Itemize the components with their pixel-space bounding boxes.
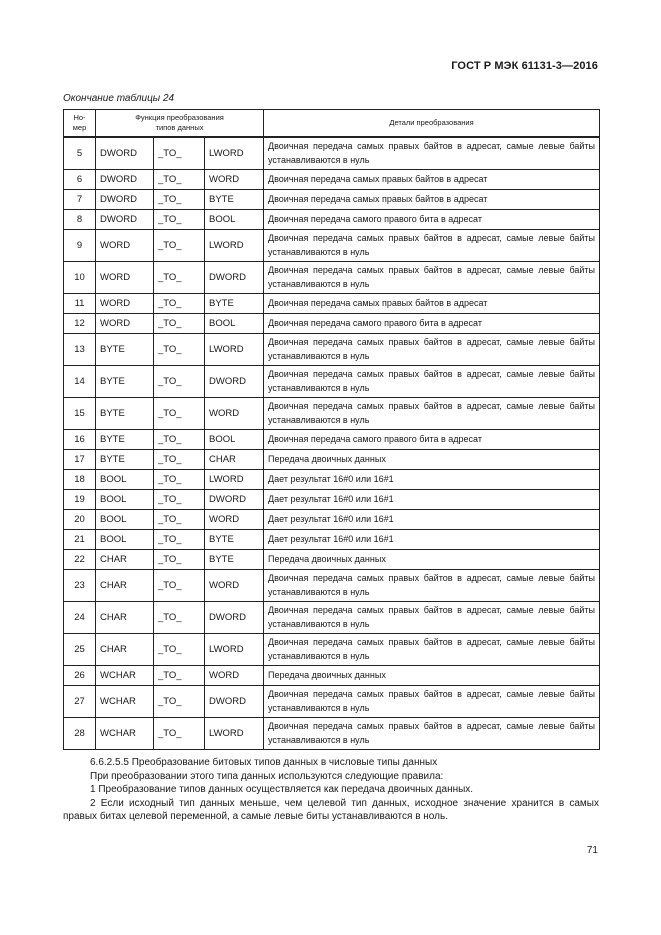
row-number: 10 bbox=[64, 261, 96, 293]
to-operator: _TO_ bbox=[154, 509, 205, 529]
table-row bbox=[64, 509, 600, 529]
table-row bbox=[64, 333, 600, 365]
target-type: DWORD bbox=[205, 601, 264, 633]
row-number: 7 bbox=[64, 189, 96, 209]
table-row bbox=[64, 469, 600, 489]
table-row bbox=[64, 601, 600, 633]
to-operator: _TO_ bbox=[154, 469, 205, 489]
conversion-details: Двоичная передача самого правого бита в адресат bbox=[264, 313, 600, 333]
conversion-details: Двоичная передача самых правых байтов в адресат, самые левые байты устанавливаются в нуль bbox=[264, 601, 600, 633]
source-type: BYTE bbox=[96, 429, 154, 449]
conversion-details: Двоичная передача самых правых байтов в адресат, самые левые байты устанавливаются в нуль bbox=[264, 137, 600, 169]
target-type: BYTE bbox=[205, 189, 264, 209]
section-heading: 6.6.2.5.5 Преобразование битовых типов данных в числовые типы данных bbox=[90, 757, 438, 768]
conversion-details: Двоичная передача самого правого бита в адресат bbox=[264, 429, 600, 449]
document-code: ГОСТ Р МЭК 61131-3—2016 bbox=[451, 60, 598, 72]
row-number: 14 bbox=[64, 365, 96, 397]
to-operator: _TO_ bbox=[154, 633, 205, 665]
to-operator: _TO_ bbox=[154, 549, 205, 569]
target-type: WORD bbox=[205, 169, 264, 189]
row-number: 8 bbox=[64, 209, 96, 229]
conversion-details: Двоичная передача самых правых байтов в адресат bbox=[264, 293, 600, 313]
target-type: WORD bbox=[205, 569, 264, 601]
row-number: 9 bbox=[64, 229, 96, 261]
table-row bbox=[64, 489, 600, 509]
table-row bbox=[64, 529, 600, 549]
to-operator: _TO_ bbox=[154, 685, 205, 717]
to-operator: _TO_ bbox=[154, 333, 205, 365]
row-number: 20 bbox=[64, 509, 96, 529]
table-row bbox=[64, 313, 600, 333]
table-row bbox=[64, 633, 600, 665]
conversion-details: Двоичная передача самых правых байтов в адресат bbox=[264, 189, 600, 209]
target-type: LWORD bbox=[205, 469, 264, 489]
conversion-details: Двоичная передача самого правого бита в адресат bbox=[264, 209, 600, 229]
source-type: BYTE bbox=[96, 365, 154, 397]
table-row bbox=[64, 717, 600, 749]
table-row bbox=[64, 397, 600, 429]
to-operator: _TO_ bbox=[154, 229, 205, 261]
table-header-row bbox=[64, 110, 600, 138]
row-number: 15 bbox=[64, 397, 96, 429]
to-operator: _TO_ bbox=[154, 209, 205, 229]
row-number: 19 bbox=[64, 489, 96, 509]
source-type: CHAR bbox=[96, 549, 154, 569]
to-operator: _TO_ bbox=[154, 137, 205, 169]
target-type: BOOL bbox=[205, 209, 264, 229]
target-type: CHAR bbox=[205, 449, 264, 469]
table-row bbox=[64, 169, 600, 189]
table-row bbox=[64, 569, 600, 601]
source-type: WCHAR bbox=[96, 685, 154, 717]
source-type: CHAR bbox=[96, 569, 154, 601]
source-type: WORD bbox=[96, 293, 154, 313]
row-number: 16 bbox=[64, 429, 96, 449]
to-operator: _TO_ bbox=[154, 293, 205, 313]
row-number: 21 bbox=[64, 529, 96, 549]
table-row bbox=[64, 429, 600, 449]
conversion-details: Двоичная передача самых правых байтов в адресат, самые левые байты устанавливаются в нуль bbox=[264, 261, 600, 293]
conversion-details: Передача двоичных данных bbox=[264, 449, 600, 469]
conversion-details: Двоичная передача самых правых байтов в адресат, самые левые байты устанавливаются в нуль bbox=[264, 365, 600, 397]
conversion-details: Передача двоичных данных bbox=[264, 549, 600, 569]
target-type: DWORD bbox=[205, 365, 264, 397]
row-number: 28 bbox=[64, 717, 96, 749]
source-type: BOOL bbox=[96, 469, 154, 489]
page-number: 71 bbox=[586, 845, 598, 856]
source-type: WORD bbox=[96, 313, 154, 333]
to-operator: _TO_ bbox=[154, 569, 205, 601]
source-type: WORD bbox=[96, 229, 154, 261]
to-operator: _TO_ bbox=[154, 665, 205, 685]
source-type: WORD bbox=[96, 261, 154, 293]
target-type: BOOL bbox=[205, 313, 264, 333]
conversion-details: Двоичная передача самых правых байтов в адресат, самые левые байты устанавливаются в нуль bbox=[264, 633, 600, 665]
source-type: DWORD bbox=[96, 137, 154, 169]
conversion-details: Двоичная передача самых правых байтов в адресат bbox=[264, 169, 600, 189]
to-operator: _TO_ bbox=[154, 397, 205, 429]
source-type: BYTE bbox=[96, 333, 154, 365]
source-type: BYTE bbox=[96, 397, 154, 429]
table-row bbox=[64, 293, 600, 313]
row-number: 24 bbox=[64, 601, 96, 633]
target-type: WORD bbox=[205, 509, 264, 529]
conversion-details: Двоичная передача самых правых байтов в адресат, самые левые байты устанавливаются в нуль bbox=[264, 229, 600, 261]
source-type: WCHAR bbox=[96, 717, 154, 749]
conversion-details: Дает результат 16#0 или 16#1 bbox=[264, 529, 600, 549]
conversion-details: Двоичная передача самых правых байтов в адресат, самые левые байты устанавливаются в нуль bbox=[264, 717, 600, 749]
target-type: DWORD bbox=[205, 489, 264, 509]
source-type: BOOL bbox=[96, 489, 154, 509]
to-operator: _TO_ bbox=[154, 365, 205, 397]
conversion-details: Дает результат 16#0 или 16#1 bbox=[264, 469, 600, 489]
target-type: DWORD bbox=[205, 685, 264, 717]
row-number: 5 bbox=[64, 137, 96, 169]
source-type: DWORD bbox=[96, 169, 154, 189]
conversion-details: Передача двоичных данных bbox=[264, 665, 600, 685]
row-number: 11 bbox=[64, 293, 96, 313]
row-number: 26 bbox=[64, 665, 96, 685]
to-operator: _TO_ bbox=[154, 313, 205, 333]
row-number: 23 bbox=[64, 569, 96, 601]
body-text bbox=[63, 756, 599, 824]
row-number: 27 bbox=[64, 685, 96, 717]
table-row bbox=[64, 261, 600, 293]
table-row bbox=[64, 229, 600, 261]
target-type: BYTE bbox=[205, 293, 264, 313]
target-type: BYTE bbox=[205, 549, 264, 569]
target-type: LWORD bbox=[205, 229, 264, 261]
table-row bbox=[64, 665, 600, 685]
source-type: BOOL bbox=[96, 509, 154, 529]
source-type: BOOL bbox=[96, 529, 154, 549]
source-type: BYTE bbox=[96, 449, 154, 469]
target-type: LWORD bbox=[205, 633, 264, 665]
table-row bbox=[64, 137, 600, 169]
to-operator: _TO_ bbox=[154, 489, 205, 509]
table-row bbox=[64, 365, 600, 397]
source-type: CHAR bbox=[96, 633, 154, 665]
to-operator: _TO_ bbox=[154, 429, 205, 449]
to-operator: _TO_ bbox=[154, 449, 205, 469]
conversion-details: Двоичная передача самых правых байтов в адресат, самые левые байты устанавливаются в нуль bbox=[264, 685, 600, 717]
table-row bbox=[64, 449, 600, 469]
conversion-details: Двоичная передача самых правых байтов в адресат, самые левые байты устанавливаются в нуль bbox=[264, 397, 600, 429]
header-details: Детали преобразования bbox=[264, 110, 600, 138]
rule-2: 2 Если исходный тип данных меньше, чем целевой тип данных, исходное значение хранится в самых правых битах целевой переменной, а самые левые биты устанавливаются в ноль. bbox=[63, 797, 599, 823]
conversion-details: Двоичная передача самых правых байтов в адресат, самые левые байты устанавливаются в нуль bbox=[264, 569, 600, 601]
target-type: LWORD bbox=[205, 137, 264, 169]
conversion-table bbox=[63, 109, 600, 750]
table-body bbox=[64, 137, 600, 749]
table-row bbox=[64, 209, 600, 229]
target-type: LWORD bbox=[205, 333, 264, 365]
row-number: 12 bbox=[64, 313, 96, 333]
conversion-details: Дает результат 16#0 или 16#1 bbox=[264, 489, 600, 509]
table-row bbox=[64, 549, 600, 569]
target-type: BOOL bbox=[205, 429, 264, 449]
to-operator: _TO_ bbox=[154, 529, 205, 549]
to-operator: _TO_ bbox=[154, 169, 205, 189]
to-operator: _TO_ bbox=[154, 261, 205, 293]
target-type: WORD bbox=[205, 397, 264, 429]
target-type: DWORD bbox=[205, 261, 264, 293]
row-number: 25 bbox=[64, 633, 96, 665]
table-caption: Окончание таблицы 24 bbox=[63, 93, 175, 104]
rule-1: 1 Преобразование типов данных осуществляется как передача двоичных данных. bbox=[90, 784, 474, 796]
header-function: Функция преобразования типов данных bbox=[96, 110, 264, 138]
header-number: Но- мер bbox=[64, 110, 96, 138]
row-number: 18 bbox=[64, 469, 96, 489]
source-type: DWORD bbox=[96, 209, 154, 229]
to-operator: _TO_ bbox=[154, 189, 205, 209]
target-type: LWORD bbox=[205, 717, 264, 749]
target-type: BYTE bbox=[205, 529, 264, 549]
paragraph: При преобразовании этого типа данных используются следующие правила: bbox=[90, 770, 444, 782]
row-number: 6 bbox=[64, 169, 96, 189]
to-operator: _TO_ bbox=[154, 601, 205, 633]
row-number: 13 bbox=[64, 333, 96, 365]
source-type: CHAR bbox=[96, 601, 154, 633]
source-type: WCHAR bbox=[96, 665, 154, 685]
conversion-details: Двоичная передача самых правых байтов в адресат, самые левые байты устанавливаются в нуль bbox=[264, 333, 600, 365]
row-number: 22 bbox=[64, 549, 96, 569]
table-row bbox=[64, 685, 600, 717]
target-type: WORD bbox=[205, 665, 264, 685]
source-type: DWORD bbox=[96, 189, 154, 209]
table-row bbox=[64, 189, 600, 209]
conversion-details: Дает результат 16#0 или 16#1 bbox=[264, 509, 600, 529]
row-number: 17 bbox=[64, 449, 96, 469]
to-operator: _TO_ bbox=[154, 717, 205, 749]
